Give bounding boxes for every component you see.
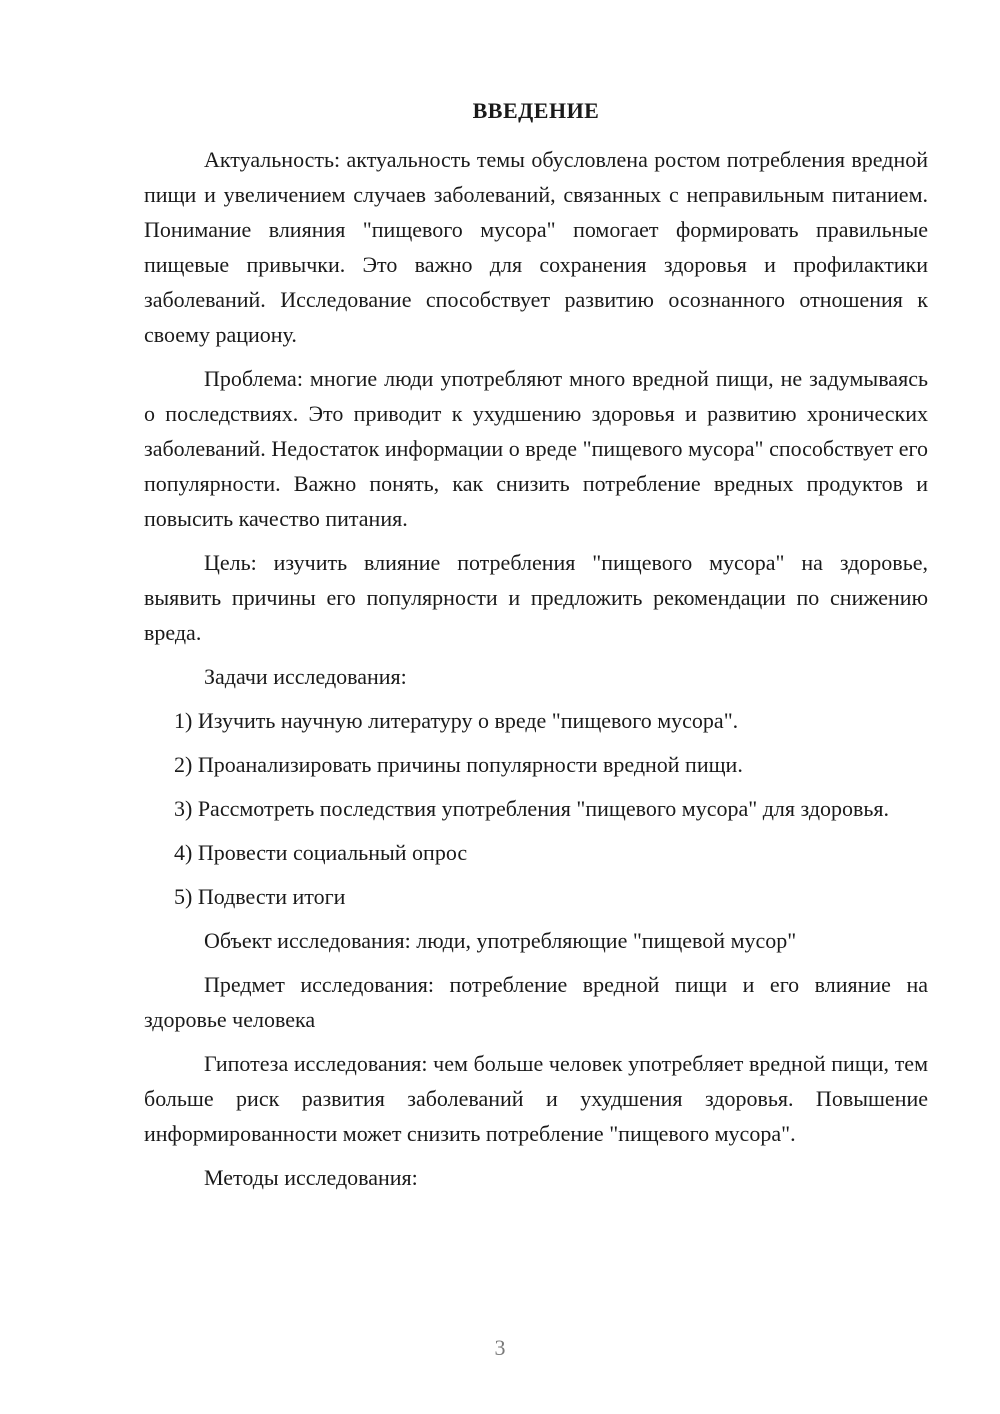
task-item-1: 1) Изучить научную литературу о вреде "пищевого мусора". [174,708,739,733]
task-item-2: 2) Проанализировать причины популярности вредной пищи. [174,752,743,777]
page-number: 3 [494,1335,506,1360]
document-page [144,0,928,1414]
paragraph-object: Объект исследования: люди, употребляющие "пищевой мусор" [204,928,797,953]
document-body [144,142,928,1204]
paragraph-methods: Методы исследования: [204,1165,418,1190]
paragraph-problem: Проблема: многие люди употребляют много вредной пищи, не задумываясь о последствиях. Это приводит к ухудшению здоровья и развитию хронических заболеваний. Недостаток информации о вреде "пищевого мусора" способствует его популярности. Важно понять, как снизить потребление вредных продуктов и повысить качество питания. [144,366,928,531]
paragraph-tasks-heading: Задачи исследования: [204,664,407,689]
task-item-4: 4) Провести социальный опрос [174,840,468,865]
paragraph-subject: Предмет исследования: потребление вредной пищи и его влияние на здоровье человека [144,972,928,1032]
task-item-3: 3) Рассмотреть последствия употребления "пищевого мусора" для здоровья. [174,796,890,821]
document-title: ВВЕДЕНИЕ [472,98,600,123]
paragraph-hypothesis: Гипотеза исследования: чем больше человек употребляет вредной пищи, тем больше риск развития заболеваний и ухудшения здоровья. Повышение информированности может снизить потребление "пищевого мусора". [144,1051,928,1146]
paragraph-relevance: Актуальность: актуальность темы обусловлена ростом потребления вредной пищи и увеличением случаев заболеваний, связанных с неправильным питанием. Понимание влияния "пищевого мусора" помогает формировать правильные пищевые привычки. Это важно для сохранения здоровья и профилактики заболеваний. Исследование способствует развитию осознанного отношения к своему рациону. [144,147,928,347]
paragraph-goal: Цель: изучить влияние потребления "пищевого мусора" на здоровье, выявить причины его популярности и предложить рекомендации по снижению вреда. [144,550,928,645]
task-item-5: 5) Подвести итоги [174,884,346,909]
